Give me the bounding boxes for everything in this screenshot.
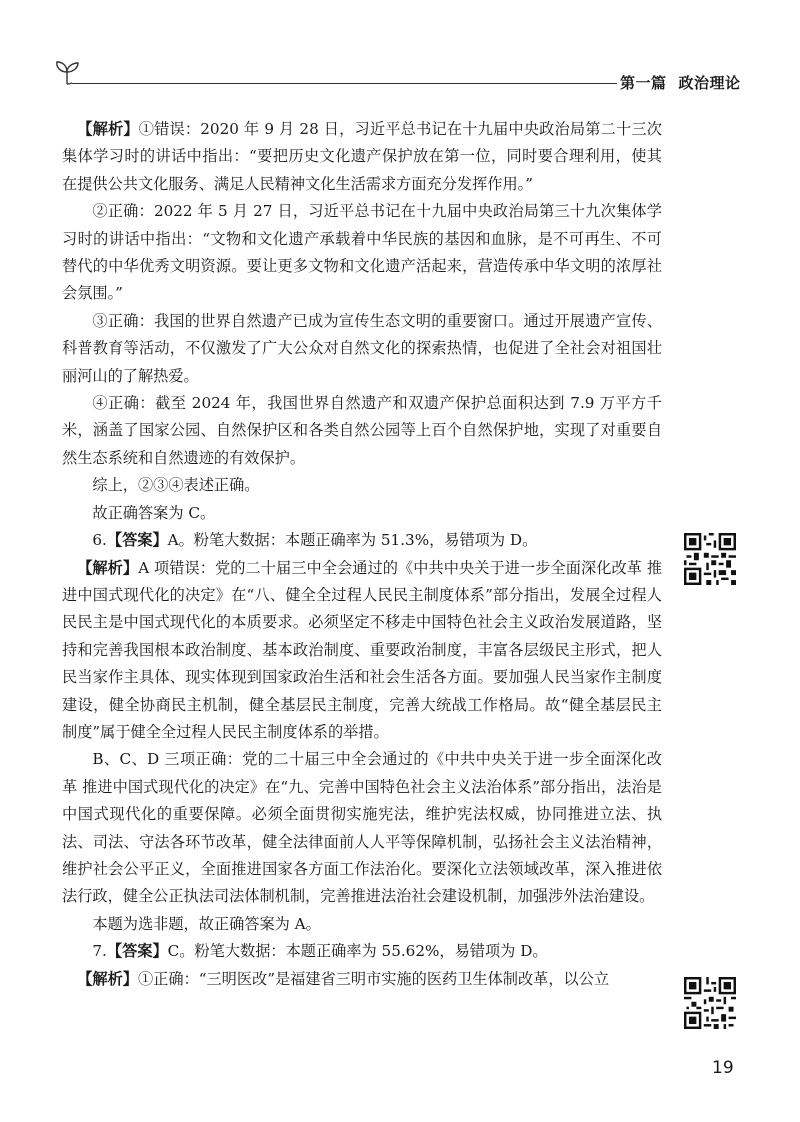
paragraph: ③正确：我国的世界自然遗产已成为宣传生态文明的重要窗口。通过开展遗产宣传、科普教育等活动，不仅激发了广大公众对自然文化的探索热情，也促进了全社会对祖国壮丽河山的了解热爱。 <box>62 311 662 385</box>
paragraph: 故正确答案为 C。 <box>92 503 216 522</box>
paragraph: 【解析】①正确：“三明医改”是福建省三明市实施的医药卫生体制改革，以公立 <box>77 969 610 988</box>
label-analysis: 【解析】 <box>77 558 139 577</box>
answer-paragraph: 7.【答案】C。粉笔大数据：本题正确率为 55.62%，易错项为 D。 <box>92 942 548 961</box>
paragraph: ④正确：截至 2024 年，我国世界自然遗产和双遗产保护总面积达到 7.9 万平方千米，涵盖了国家公园、自然保护区和各类自然公园等上百个自然保护地，实现了对重要自然生态系统和自然遗迹的有效保护。 <box>62 394 662 467</box>
paragraph: 本题为选非题，故正确答案为 A。 <box>92 914 321 933</box>
page-body <box>62 116 662 993</box>
label-answer: 【答案】 <box>106 531 168 550</box>
header-title <box>620 72 741 93</box>
answer-paragraph: 6.【答案】A。粉笔大数据：本题正确率为 51.3%，易错项为 D。 <box>92 531 538 550</box>
label-analysis: 【解析】 <box>77 120 139 138</box>
header-rule <box>72 83 617 84</box>
qr-code-icon[interactable] <box>684 977 736 1029</box>
paragraph: 【解析】A 项错误：党的二十届三中全会通过的《中共中央关于进一步全面深化改革 推进中国式现代化的决定》在“八、健全全过程人民民主制度体系”部分指出，发展全过程人民民主是中国式现代化的本质要求。必须坚定不移走中国特色社会主义政治发展道路，坚持和完善我国根本政治制度、基本政治制度、重要政治制度，丰富各层级民主形式，把人民当家作主具体、现实体现到国家政治生活和社会生活各方面。要加强人民当家作主制度建设，健全协商民主机制，健全基层民主制度，完善大统战工作格局。故“健全基层民主制度”属于健全全过程人民民主制度体系的举措。 <box>62 558 663 741</box>
paragraph: B、C、D 三项正确：党的二十届三中全会通过的《中共中央关于进一步全面深化改革 推进中国式现代化的决定》在“九、完善中国特色社会主义法治体系”部分指出，法治是中国式现代化的重要保障。必须全面贯彻实施宪法，维护宪法权威，协同推进立法、执法、司法、守法各环节改革，健全法律面前人人平等保障机制，弘扬社会主义法治精神，维护社会公平正义，全面推进国家各方面工作法治化。要深化立法领域改革，深入推进依法行政，健全公正执法司法体制机制，完善推进法治社会建设机制，加强涉外法治建设。 <box>62 750 662 906</box>
paragraph: 【解析】①错误：2020 年 9 月 28 日，习近平总书记在十九届中央政治局第二十三次集体学习时的讲话中指出：“要把历史文化遗产保护放在第一位，同时要合理利用，使其在提供公共文化服务、满足人民精神文化生活需求方面充分发挥作用。” <box>62 120 662 193</box>
paragraph: ②正确：2022 年 5 月 27 日，习近平总书记在十九届中央政治局第三十九次集体学习时的讲话中指出：“文物和文化遗产承载着中华民族的基因和血脉，是不可再生、不可替代的中华优秀文明资源。要让更多文物和文化遗产活起来，营造传承中华文明的浓厚社会氛围。” <box>62 202 662 303</box>
label-answer: 【答案】 <box>106 942 168 961</box>
qr-code-icon[interactable] <box>684 533 736 585</box>
header-subject: 政治理论 <box>678 74 741 92</box>
label-analysis: 【解析】 <box>77 969 138 988</box>
paragraph: 综上，②③④表述正确。 <box>92 476 260 495</box>
page-number: 19 <box>712 1058 734 1078</box>
header-section: 第一篇 <box>620 74 667 92</box>
